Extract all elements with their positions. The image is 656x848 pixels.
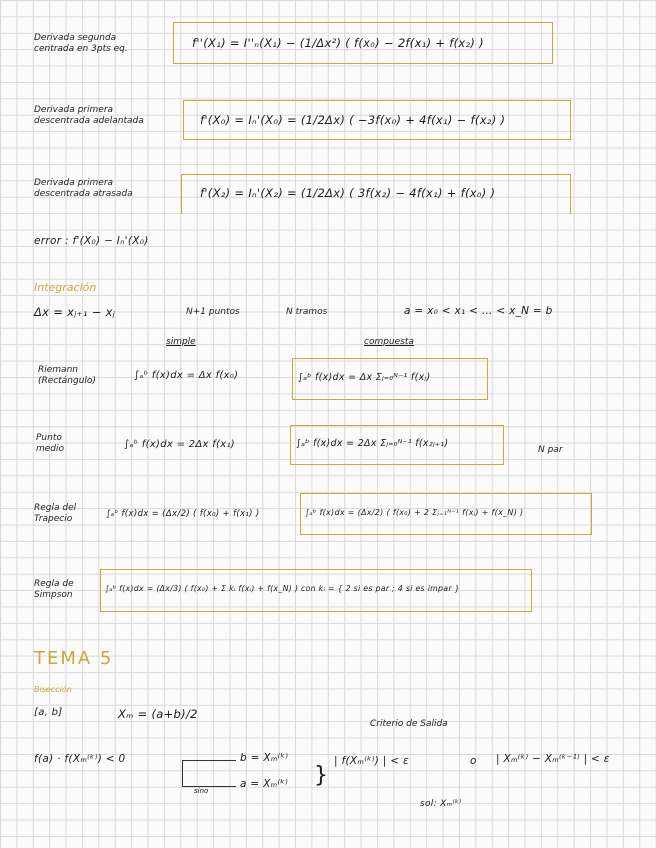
tema5-title: TEMA 5 <box>34 648 114 669</box>
deriv-1b-formula: f'(X₂) = Iₙ'(X₂) = (1/2Δx) ( 3f(x₂) − 4f(x₁) + f(x₀) ) <box>200 186 496 200</box>
puntomedio-label-1: Punto <box>36 433 62 443</box>
deriv-1b-label-2: descentrada atrasada <box>34 189 133 199</box>
tema5-then-a: a = Xₘ⁽ᵏ⁾ <box>240 778 288 790</box>
tema5-midpoint: Xₘ = (a+b)/2 <box>118 707 198 721</box>
col-simple: simple <box>166 337 196 347</box>
arrow-else-vertical <box>182 760 183 786</box>
error-line: error : f'(X₀) − Iₙ'(X₀) <box>34 235 149 247</box>
riemann-label-1: Riemann <box>38 365 78 375</box>
tema5-crit-o: o <box>470 755 477 767</box>
riemann-label-2: (Rectángulo) <box>38 376 96 386</box>
simpson-label-2: Simpson <box>34 590 73 600</box>
puntomedio-label-2: medio <box>36 444 65 454</box>
integracion-tramos: N tramos <box>286 307 328 317</box>
simpson-label-1: Regla de <box>34 579 74 589</box>
trapecio-label-2: Trapecio <box>34 514 73 524</box>
integracion-definition: Δx = xⱼ₊₁ − xⱼ <box>34 305 116 319</box>
tema5-cond: f(a) · f(Xₘ⁽ᵏ⁾) < 0 <box>34 753 126 765</box>
deriv-1a-formula: f'(X₀) = Iₙ'(X₀) = (1/2Δx) ( −3f(x₀) + 4f(x₁) − f(x₂) ) <box>200 113 506 127</box>
tema5-sol: sol: Xₘ⁽ᵏ⁾ <box>420 799 462 809</box>
tema5-criterio: Criterio de Salida <box>370 719 448 729</box>
trapecio-simple: ∫ₐᵇ f(x)dx = (Δx/2) ( f(x₀) + f(x₁) ) <box>106 509 260 519</box>
deriv-1b-label-1: Derivada primera <box>34 178 114 188</box>
col-compuesta: compuesta <box>364 337 414 347</box>
deriv-2-label-1: Derivada segunda <box>34 33 117 43</box>
tema5-interval: [a, b] <box>34 707 63 718</box>
tema5-crit-1: | f(Xₘ⁽ᵏ⁾) | < ε <box>334 755 409 767</box>
tema5-then-b: b = Xₘ⁽ᵏ⁾ <box>240 752 289 764</box>
tema5-else-label: sino <box>194 787 209 795</box>
deriv-2-label-2: centrada en 3pts eq. <box>34 44 128 54</box>
arrow-then <box>182 760 236 761</box>
riemann-simple: ∫ₐᵇ f(x)dx = Δx f(x₀) <box>134 370 239 381</box>
tema5-crit-2: | Xₘ⁽ᵏ⁾ − Xₘ⁽ᵏ⁻¹⁾ | < ε <box>496 753 610 765</box>
puntomedio-compuesta: ∫ₐᵇ f(x)dx = 2Δx Σⱼ₌₀ᴺ⁻¹ f(x₂ⱼ₊₁) <box>296 438 449 449</box>
arrow-else <box>182 786 236 787</box>
trapecio-label-1: Regla del <box>34 503 77 513</box>
riemann-compuesta: ∫ₐᵇ f(x)dx = Δx Σⱼ₌₀ᴺ⁻¹ f(xⱼ) <box>298 372 431 383</box>
trapecio-compuesta: ∫ₐᵇ f(x)dx = (Δx/2) ( f(x₀) + 2 Σⱼ₌₁ᴺ⁻¹ f(xⱼ) + f(x_N) ) <box>305 508 524 517</box>
integracion-title: Integración <box>34 281 97 294</box>
brace-right-icon: } <box>314 763 329 788</box>
integracion-partition: a = x₀ < x₁ < … < x_N = b <box>404 305 553 317</box>
puntomedio-note: N par <box>538 445 563 455</box>
deriv-1a-label-1: Derivada primera <box>34 105 114 115</box>
integracion-points: N+1 puntos <box>186 307 240 317</box>
deriv-2-formula: f''(X₁) = I''ₙ(X₁) − (1/Δx²) ( f(x₀) − 2f(x₁) + f(x₂) ) <box>192 36 484 50</box>
simpson-compuesta: ∫ₐᵇ f(x)dx = (Δx/3) ( f(x₀) + Σ kᵢ f(xᵢ) + f(x_N) ) con kᵢ = { 2 si es par ; 4 si es impar } <box>105 584 460 593</box>
deriv-1a-label-2: descentrada adelantada <box>34 116 144 126</box>
tema5-subtitle: Bisección <box>34 685 72 694</box>
puntomedio-simple: ∫ₐᵇ f(x)dx = 2Δx f(x₁) <box>124 439 235 450</box>
